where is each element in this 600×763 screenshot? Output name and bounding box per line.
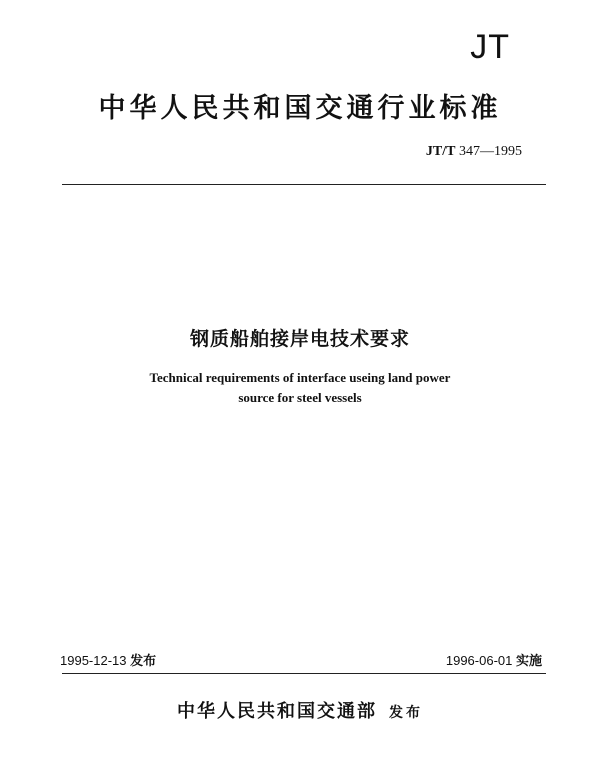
standard-code-number: 347—1995	[459, 144, 522, 159]
bottom-divider	[62, 673, 546, 674]
implement-date-value: 1996-06-01	[445, 653, 513, 668]
issuer	[0, 697, 600, 723]
jt-logo: JT	[470, 28, 510, 66]
standard-title: 中华人民共和国交通行业标准	[98, 93, 502, 124]
top-divider	[62, 184, 546, 185]
issuer-name: 中华人民共和国交通部	[177, 701, 377, 722]
document-title-cn: 钢质船舶接岸电技术要求	[189, 328, 410, 350]
implement-date	[446, 650, 542, 669]
document-title-en-line1: Technical requirements of interface useing land power	[149, 370, 451, 385]
issue-date-value: 1995-12-13	[60, 653, 127, 668]
document-title-en-line2: source for steel vessels	[238, 390, 362, 405]
issue-date-label: 发布	[130, 654, 157, 669]
standard-code	[426, 144, 522, 160]
issue-date	[60, 650, 156, 669]
issuer-label: 发布	[389, 705, 423, 721]
document-title-en	[0, 368, 600, 408]
standard-code-prefix: JT/T	[425, 144, 456, 159]
implement-date-label: 实施	[515, 654, 542, 669]
